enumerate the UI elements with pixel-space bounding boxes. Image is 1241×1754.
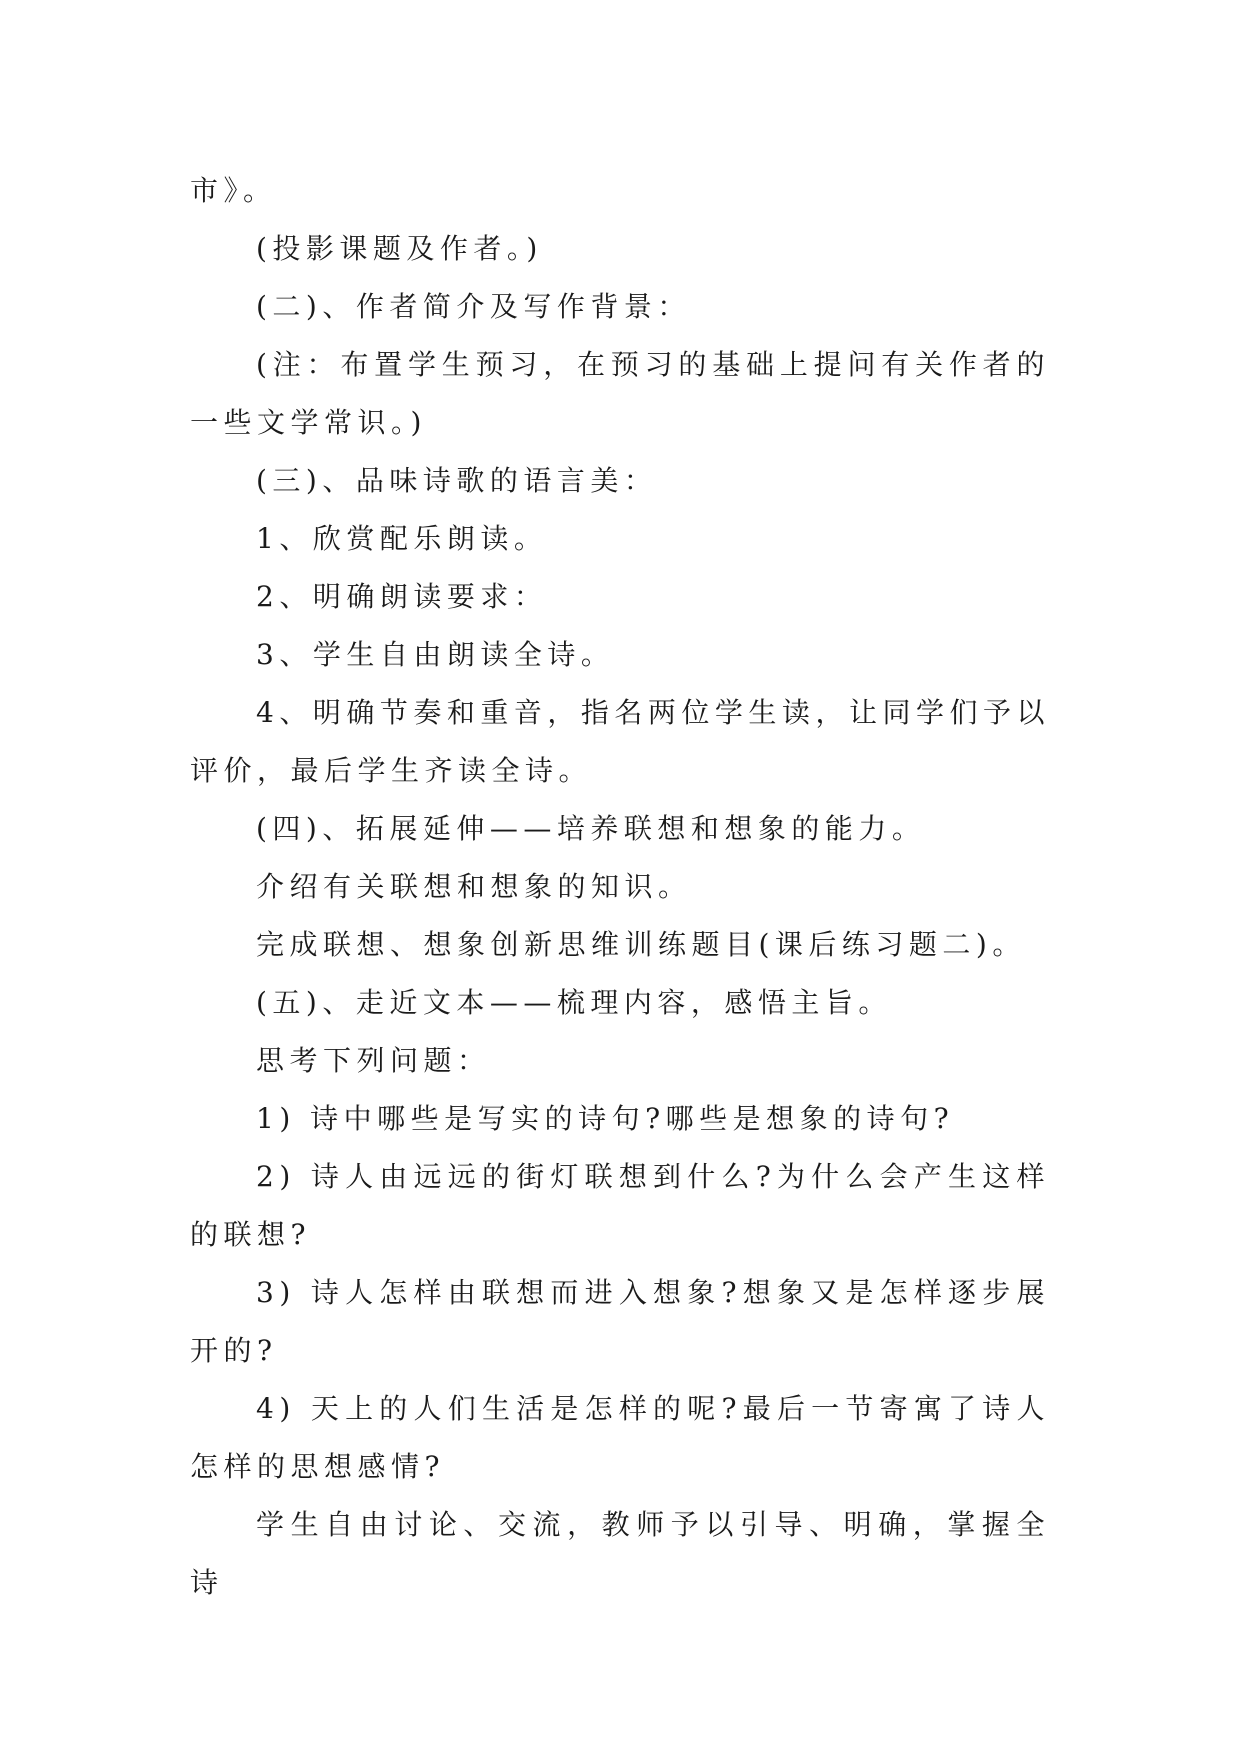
paragraph-think-questions: 思考下列问题： [256,1044,491,1077]
section-heading-extension: (四)、拓展延伸——培养联想和想象的能力。 [256,812,926,845]
question-1: 1) 诗中哪些是写实的诗句?哪些是想象的诗句? [256,1102,955,1135]
paragraph-projection-note: (投影课题及作者。) [256,232,543,265]
list-item-4: 4、明确节奏和重音，指名两位学生读，让同学们予以评价，最后学生齐读全诗。 [190,696,1050,787]
question-4: 4) 天上的人们生活是怎样的呢?最后一节寄寓了诗人怎样的思想感情? [190,1392,1050,1483]
paragraph-continuation: 市》。 [190,174,277,207]
question-2: 2) 诗人由远远的街灯联想到什么?为什么会产生这样的联想? [190,1160,1050,1251]
list-item-2: 2、明确朗读要求： [256,580,548,613]
section-heading-author-background: (二)、作者简介及写作背景： [256,290,691,323]
section-heading-language-beauty: (三)、品味诗歌的语言美： [256,464,658,497]
question-3: 3) 诗人怎样由联想而进入想象?想象又是怎样逐步展开的? [190,1276,1050,1367]
paragraph-introduce-knowledge: 介绍有关联想和想象的知识。 [256,870,692,903]
list-item-1: 1、欣赏配乐朗读。 [256,522,548,555]
section-heading-approach-text: (五)、走近文本——梳理内容，感悟主旨。 [256,986,892,1019]
list-item-3: 3、学生自由朗读全诗。 [256,638,615,671]
paragraph-discussion: 学生自由讨论、交流，教师予以引导、明确，掌握全诗 [190,1508,1050,1599]
paragraph-complete-exercise: 完成联想、想象创新思维训练题目(课后练习题二)。 [256,928,1026,961]
paragraph-preview-note: (注：布置学生预习，在预习的基础上提问有关作者的一些文学常识。) [190,348,1050,439]
document-body [190,162,1050,1612]
